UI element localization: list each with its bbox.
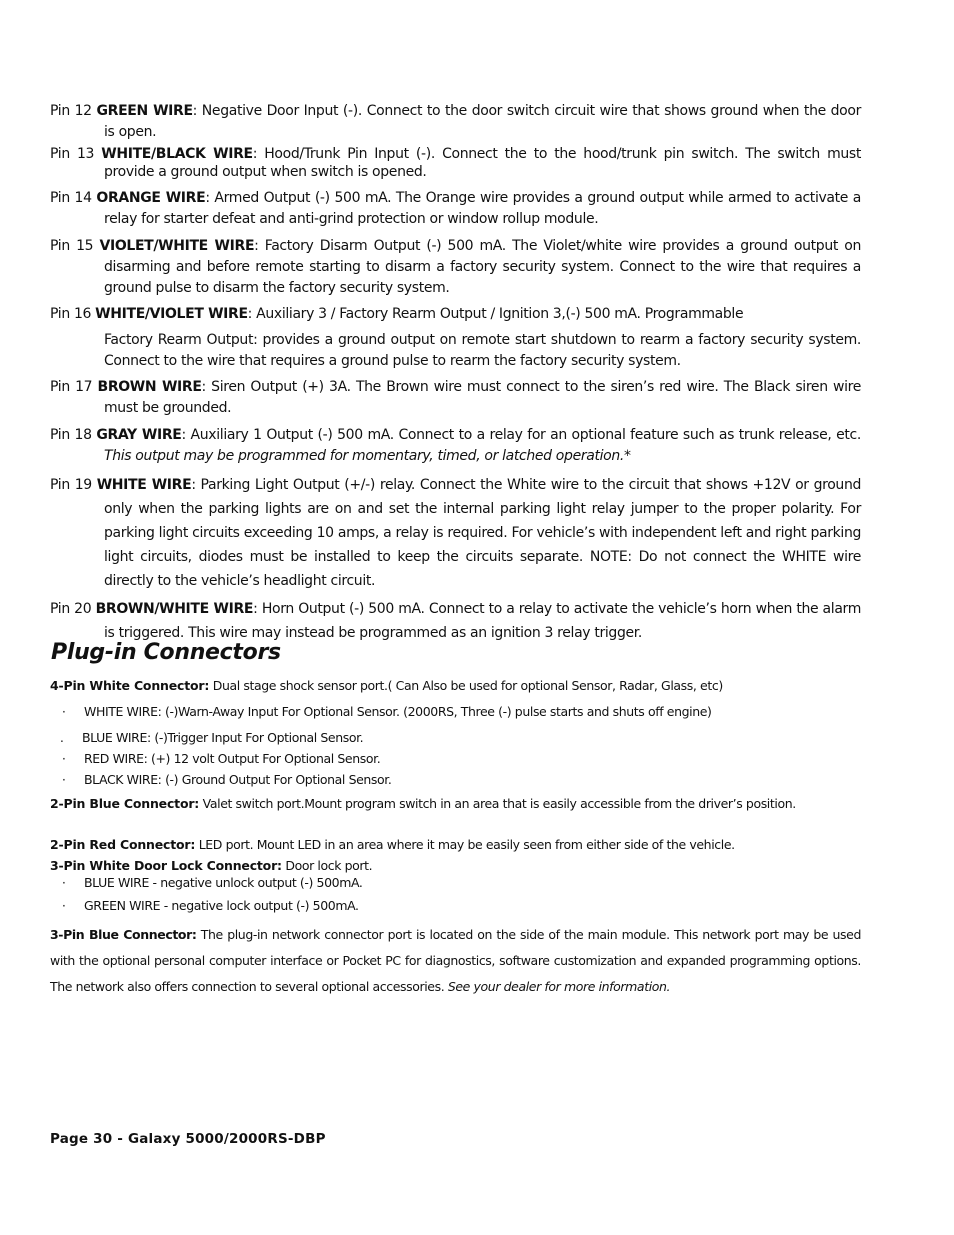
connector-description: The plug-in network connector port is located on the side of the main module. This network port may be used with the optional personal computer interface or Pocket PC for diagnostics, software customization and expanded programming options. The network also offers connection to several optional accessories. xyxy=(50,927,861,994)
pin-number: Pin 12 xyxy=(50,103,92,119)
four-pin-connector xyxy=(50,676,861,695)
pin-number: Pin 20 xyxy=(50,601,92,617)
pin-number: Pin 13 xyxy=(50,146,95,162)
pin-13-entry xyxy=(50,145,861,181)
bullet-mark: · xyxy=(62,876,66,890)
pin-number: Pin 18 xyxy=(50,427,92,443)
wire-name: VIOLET/WHITE WIRE xyxy=(99,238,255,254)
pin-number: Pin 15 xyxy=(50,238,94,254)
wire-name: ORANGE WIRE xyxy=(96,190,206,206)
wire-name: GREEN WIRE xyxy=(96,103,193,119)
pin-20-entry xyxy=(50,597,861,645)
connector-label: 2-Pin Blue Connector: xyxy=(50,796,200,811)
bullet-text: BLUE WIRE: (-)Trigger Input For Optional Sensor. xyxy=(82,730,364,745)
pin-number: Pin 16 xyxy=(50,306,92,322)
connector-description: Door lock port. xyxy=(281,858,373,873)
wire-name: WHITE WIRE xyxy=(96,477,192,493)
page-footer: Page 30 - Galaxy 5000/2000RS-DBP xyxy=(50,1131,326,1147)
pin-description: : Auxiliary 3 / Factory Rearm Output / Ignition 3,(-) 500 mA. Programmable xyxy=(247,306,744,322)
pin-note: This output may be programmed for momentary, timed, or latched operation.* xyxy=(104,448,631,464)
pin-number: Pin 17 xyxy=(50,379,93,395)
bullet-mark: · xyxy=(62,752,66,766)
list-item xyxy=(60,729,850,747)
pin-14-entry xyxy=(50,188,861,230)
pin-description: : Factory Disarm Output (-) 500 mA. The Violet/white wire provides a ground output on disarming and before remote starting to disarm a factory security system. Connect to the wire that requires a ground pulse to disarm the factory security system. xyxy=(104,238,862,296)
three-pin-white-connector xyxy=(50,856,861,875)
bullet-text: BLUE WIRE - negative unlock output (-) 500mA. xyxy=(84,875,363,890)
pin-16-continuation xyxy=(102,330,861,372)
list-item xyxy=(62,897,852,915)
pin-description: : Armed Output (-) 500 mA. The Orange wire provides a ground output while armed to activate a relay for starter defeat and anti-grind protection or window rollup module. xyxy=(104,190,861,227)
pin-12-entry xyxy=(50,101,861,143)
pin-description: : Auxiliary 1 Output (-) 500 mA. Connect to a relay for an optional feature such as trunk release, etc. xyxy=(181,427,862,443)
wire-name: GRAY WIRE xyxy=(96,427,182,443)
dealer-note: See your dealer for more information. xyxy=(447,979,671,994)
bullet-mark: · xyxy=(62,705,66,719)
pin-description: : Hood/Trunk Pin Input (-). Connect the to the hood/trunk pin switch. The switch must provide a ground output when switch is opened. xyxy=(104,146,861,180)
pin-16-entry xyxy=(50,304,861,325)
connector-label: 3-Pin Blue Connector: xyxy=(50,927,197,942)
wire-name: WHITE/BLACK WIRE xyxy=(101,146,253,162)
wire-name: BROWN WIRE xyxy=(97,379,202,395)
wire-name: BROWN/WHITE WIRE xyxy=(95,601,254,617)
pin-19-entry xyxy=(50,473,861,593)
bullet-mark: · xyxy=(62,773,66,787)
pin-17-entry xyxy=(50,377,861,419)
bullet-mark: . xyxy=(60,731,64,745)
list-item xyxy=(62,874,852,892)
list-item xyxy=(62,703,852,721)
three-pin-blue-connector xyxy=(50,922,861,1000)
list-item xyxy=(62,750,852,768)
pin-15-entry xyxy=(50,236,861,299)
bullet-text: BLACK WIRE: (-) Ground Output For Optional Sensor. xyxy=(84,772,392,787)
two-pin-red-connector xyxy=(50,835,861,854)
pin-description: : Parking Light Output (+/-) relay. Connect the White wire to the circuit that shows +12V or ground only when the parking lights are on and set the internal parking light relay jumper to the proper polarity. For parking light circuits exceeding 10 amps, a relay is required. For vehicle’s with independent left and right parking light circuits, diodes must be installed to keep the circuits separate. NOTE: Do not connect the WHITE wire directly to the vehicle’s headlight circuit. xyxy=(104,477,862,589)
pin-18-entry xyxy=(50,425,861,467)
connector-description: LED port. Mount LED in an area where it may be easily seen from either side of the vehicle. xyxy=(195,837,735,852)
pin-description: : Horn Output (-) 500 mA. Connect to a relay to activate the vehicle’s horn when the alarm is triggered. This wire may instead be programmed as an ignition 3 relay trigger. xyxy=(104,601,861,641)
connector-label: 2-Pin Red Connector: xyxy=(50,837,196,852)
bullet-text: GREEN WIRE - negative lock output (-) 500mA. xyxy=(84,898,359,913)
pin-description: : Siren Output (+) 3A. The Brown wire must connect to the siren’s red wire. The Black siren wire must be grounded. xyxy=(104,379,861,416)
bullet-text: WHITE WIRE: (-)Warn-Away Input For Optional Sensor. (2000RS, Three (-) pulse starts and shuts off engine) xyxy=(84,704,712,719)
pin-number: Pin 14 xyxy=(50,190,92,206)
list-item xyxy=(62,771,852,789)
connector-label: 4-Pin White Connector: xyxy=(50,678,210,693)
section-title: Plug-in Connectors xyxy=(51,640,281,665)
pin-number: Pin 19 xyxy=(50,477,92,493)
connector-label: 3-Pin White Door Lock Connector: xyxy=(50,858,282,873)
pin-description: : Negative Door Input (-). Connect to the door switch circuit wire that shows ground when the door is open. xyxy=(104,103,861,140)
bullet-text: RED WIRE: (+) 12 volt Output For Optional Sensor. xyxy=(84,751,381,766)
connector-description: Dual stage shock sensor port.( Can Also be used for optional Sensor, Radar, Glass, etc) xyxy=(209,678,723,693)
connector-description: Valet switch port.Mount program switch in an area that is easily accessible from the driver’s position. xyxy=(199,796,796,811)
pin-description-continued: Factory Rearm Output: provides a ground output on remote start shutdown to rearm a factory security system. Connect to the wire that requires a ground pulse to rearm the factory security system. xyxy=(104,332,861,369)
bullet-mark: · xyxy=(62,899,66,913)
wire-name: WHITE/VIOLET WIRE xyxy=(95,306,248,322)
two-pin-blue-connector xyxy=(50,794,861,813)
